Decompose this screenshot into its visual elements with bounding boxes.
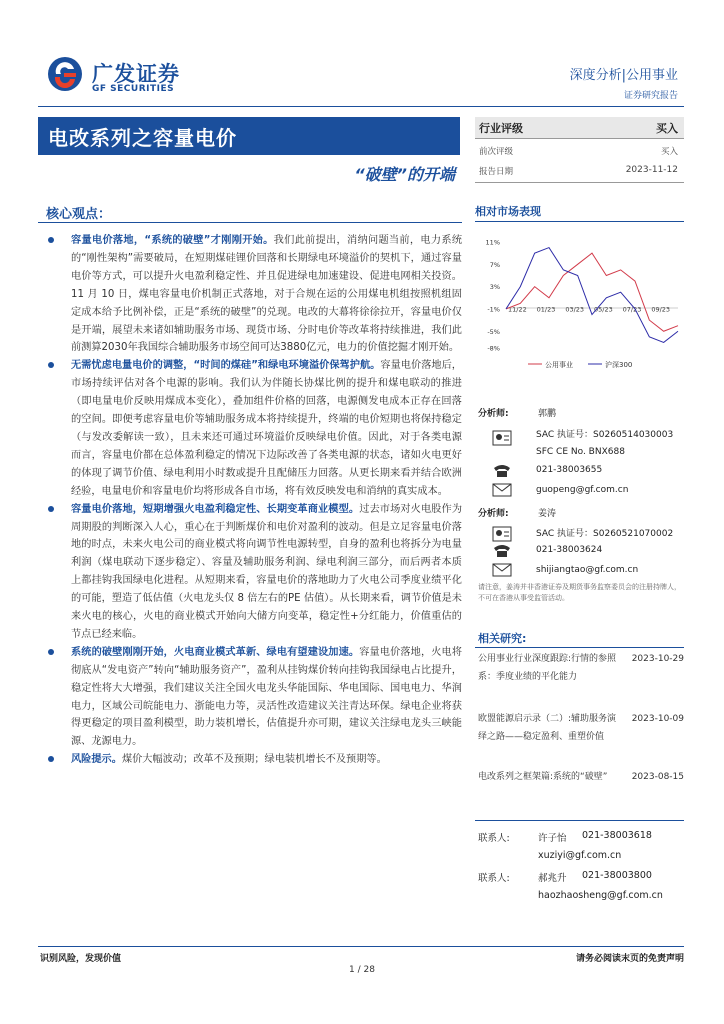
paragraph-text: 我们此前提出，消纳问题当前，电力系统的“刚性架构”需要破局，在短期煤硅锂价回落和长期绿电环境溢价的契机下，通过容量电价等方式，可以提升火电盈利稳定性、并且促进绿电加速建设、促进电网相关投资。11 月 10 日，煤电容量电价机制正式落地，对于合规在运的公用煤电机组按照机组固定成本给予比例补偿，正是“系统的破壁”的兑现。电改的大幕将徐徐拉开，容量电价仅是开端，展望未来诸如辅助服务市场、现货市场、分时电价等改革将持续推进，我们此前测算2030年我国综合辅助服务市场空间可达3880亿元，电力的价值挖掘才刚开始。 [71, 235, 463, 354]
market-performance-chart [478, 230, 684, 370]
legend-label-csi300: 沪深300 [605, 361, 633, 369]
analyst-name: 姜涛 [538, 509, 557, 519]
x-tick-label: 09/23 [651, 305, 671, 314]
phone-icon [492, 462, 512, 478]
research-item[interactable] [478, 650, 684, 686]
core-views-title: 核心观点： [46, 207, 112, 222]
rating-label: 行业评级 [479, 122, 523, 135]
contact-divider [475, 820, 684, 821]
bullet-icon [48, 756, 54, 762]
paragraph-lead: 无需忧虑电量电价的调整，“时间的煤硅”和绿电环境溢价保驾护航。 [71, 360, 381, 372]
research-item-date: 2023-10-29 [631, 654, 684, 664]
analyst-email[interactable]: guopeng@gf.com.cn [536, 485, 629, 495]
research-divider [475, 647, 684, 648]
paragraph-lead: 容量电价落地，短期增强火电盈利稳定性、长期变革商业模型。 [71, 503, 360, 515]
analyst-sfc: SFC CE No. BNX688 [536, 447, 625, 457]
x-tick-label: 01/23 [536, 305, 556, 314]
legend-label-utilities: 公用事业 [545, 361, 573, 369]
bullet-icon [48, 506, 54, 512]
core-paragraph [46, 644, 462, 751]
report-type: 证券研究报告 [623, 91, 678, 101]
related-research-title: 相关研究: [478, 632, 527, 645]
market-divider [475, 221, 684, 222]
contact-email[interactable]: xuziyi@gf.com.cn [538, 850, 622, 861]
market-performance-title: 相对市场表现 [475, 205, 541, 218]
contact-label: 联系人: [478, 833, 510, 844]
research-item[interactable] [478, 768, 684, 786]
core-paragraph [46, 501, 462, 644]
paragraph-lead: 系统的破壁刚刚开始，火电商业模式革新、绿电有望建设加速。 [71, 646, 360, 658]
email-icon [492, 562, 512, 578]
report-date-value: 2023-11-12 [625, 165, 678, 175]
core-paragraph [46, 232, 462, 357]
rating-value: 买入 [656, 122, 678, 135]
phone-icon [492, 542, 512, 558]
research-item-date: 2023-08-15 [631, 772, 684, 782]
analyst-sac: SAC 执证号：S0260521070002 [536, 529, 674, 539]
analyst-phone: 021-38003655 [536, 465, 603, 475]
footer-slogan: 识别风险，发现价值 [40, 954, 122, 964]
page-number: 1 / 28 [349, 965, 375, 975]
contact-label: 联系人: [478, 873, 510, 884]
bullet-icon [48, 237, 54, 243]
bullet-icon [48, 649, 54, 655]
y-tick-label: -1% [487, 305, 500, 314]
analyst-label: 分析师: [478, 509, 509, 519]
contact-name: 郝兆升 [538, 873, 567, 884]
y-tick-label: 7% [489, 260, 500, 269]
y-tick-label: -5% [487, 327, 500, 336]
report-category: 深度分析|公用事业 [569, 68, 678, 83]
research-item[interactable] [478, 710, 684, 746]
paragraph-text: 煤价大幅波动；改革不及预期；绿电装机增长不及预期等。 [121, 754, 387, 766]
contact-email[interactable]: haozhaosheng@gf.com.cn [538, 890, 663, 901]
y-tick-label: 3% [489, 283, 500, 292]
paragraph-lead: 风险提示。 [71, 754, 122, 766]
email-icon [492, 482, 512, 498]
x-tick-label: 11/22 [508, 305, 527, 314]
research-item-text: 电改系列之框架篇:系统的“破壁” [478, 772, 608, 782]
footer-disclaimer: 请务必阅读末页的免责声明 [575, 954, 684, 964]
paragraph-text: 过去市场对火电股作为周期股的判断深入人心，重心在于判断煤价和电价对盈利的波动。但是立足容量电价落地的时点，未来火电公司的商业模式将向调节性电源转型，自身的盈利也将拆分为电量利润（煤电联动下逐步稳定）、容量及辅助服务利润、绿电利润三部分，而后两者本质上都挂钩我国绿电化进程。从短期来看，容量电价的落地助力了火电公司季度业绩平化的可能，塑造了低估值（火电龙头仅 8 倍左右的PE 估值）。从长期来看，调节价值是未来火电的核心，火电的商业模式开始向大储方向变革，稳定性+分红能力，价值重估的节点已经来临。 [71, 503, 463, 640]
y-tick-label: -8% [487, 344, 500, 353]
contact-name: 许子怡 [538, 833, 567, 844]
analyst-name: 郭鹏 [538, 409, 557, 419]
id-card-icon [492, 430, 512, 446]
header-divider [38, 106, 684, 107]
prev-rating-label: 前次评级 [479, 147, 514, 157]
logo-text-en: GF SECURITIES [92, 84, 175, 94]
x-tick-label: 07/23 [622, 305, 642, 314]
analyst-label: 分析师: [478, 409, 509, 419]
bullet-icon [48, 362, 54, 368]
paragraph-lead: 容量电价落地，“系统的破壁”才刚刚开始。 [71, 235, 274, 246]
footer-divider [38, 946, 684, 947]
paragraph-text: 容量电价落地后，市场持续评估对各个电源的影响。我们认为伴随长协煤比例的提升和煤电联动的推进（即电量电价反映用煤成本变化），叠加组件价格的回落，电源侧发电成本正存在回落的空间。即便考虑容量电价等辅助服务成本将持续提升，终端的电价短期也将保持稳定（与发改委解读一致），且未来还可通过环境溢价反映绿电价值。因此，对于各类电源而言，容量电价都在总体盈利稳定的情况下边际改善了各类电源的状态，诸如火电更好的体现了调节价值、绿电利用小时数或提升且配储压力回落。从更长期来看并结合欧洲经验，电量电价和容量电价均将形成各自市场，将有效反映发电和消纳的真实成本。 [71, 360, 462, 497]
analyst-sac: SAC 执证号：S0260514030003 [536, 430, 674, 440]
research-item-date: 2023-10-09 [631, 714, 684, 724]
research-item-text: 公用事业行业深度跟踪:行情的参照系：季度业绩的平化能力 [478, 654, 617, 682]
rating-divider [475, 182, 684, 183]
analyst-disclaimer: 请注意，姜涛并非香港证券及期货事务监察委员会的注册持牌人，不可在香港从事受监管活动。 [478, 583, 681, 602]
report-date-label: 报告日期 [479, 167, 514, 177]
contact-phone: 021-38003618 [582, 830, 652, 841]
core-views-body [46, 232, 462, 769]
core-paragraph [46, 357, 462, 500]
report-title: 电改系列之容量电价 [48, 126, 237, 150]
y-tick-label: 11% [485, 238, 500, 247]
core-views-divider [38, 222, 462, 223]
series-line-csi300 [506, 248, 678, 343]
core-paragraph [46, 751, 462, 769]
logo-text-cn: 广发证券 [92, 62, 180, 86]
contact-phone: 021-38003800 [582, 870, 652, 881]
id-card-icon [492, 526, 512, 542]
gf-logo-icon [46, 55, 84, 93]
paragraph-text: 容量电价落地，火电将彻底从“发电资产”转向“辅助服务资产”，盈利从挂钩煤价转向挂钩我国绿电占比提升，稳定性将大大增强，我们建议关注全国火电龙头华能国际、华电国际、国电电力、华润电力，区域公司皖能电力、浙能电力等，灵活性改造建议关注青达环保。绿电企业将获得更稳定的项目盈利模型，助力装机增长，估值提升亦可期，建议关注绿电龙头三峡能源、龙源电力。 [71, 646, 463, 748]
report-subtitle: “破壁”的开端 [354, 165, 455, 184]
analyst-phone: 021-38003624 [536, 545, 603, 555]
x-tick-label: 05/23 [594, 305, 613, 314]
research-item-text: 欧盟能源启示录（二）:辅助服务演绎之路——稳定盈利、重塑价值 [478, 714, 617, 742]
series-line-utilities [506, 253, 678, 331]
analyst-email[interactable]: shijiangtao@gf.com.cn [536, 565, 639, 575]
prev-rating-value: 买入 [660, 147, 678, 157]
x-tick-label: 03/23 [565, 305, 585, 314]
